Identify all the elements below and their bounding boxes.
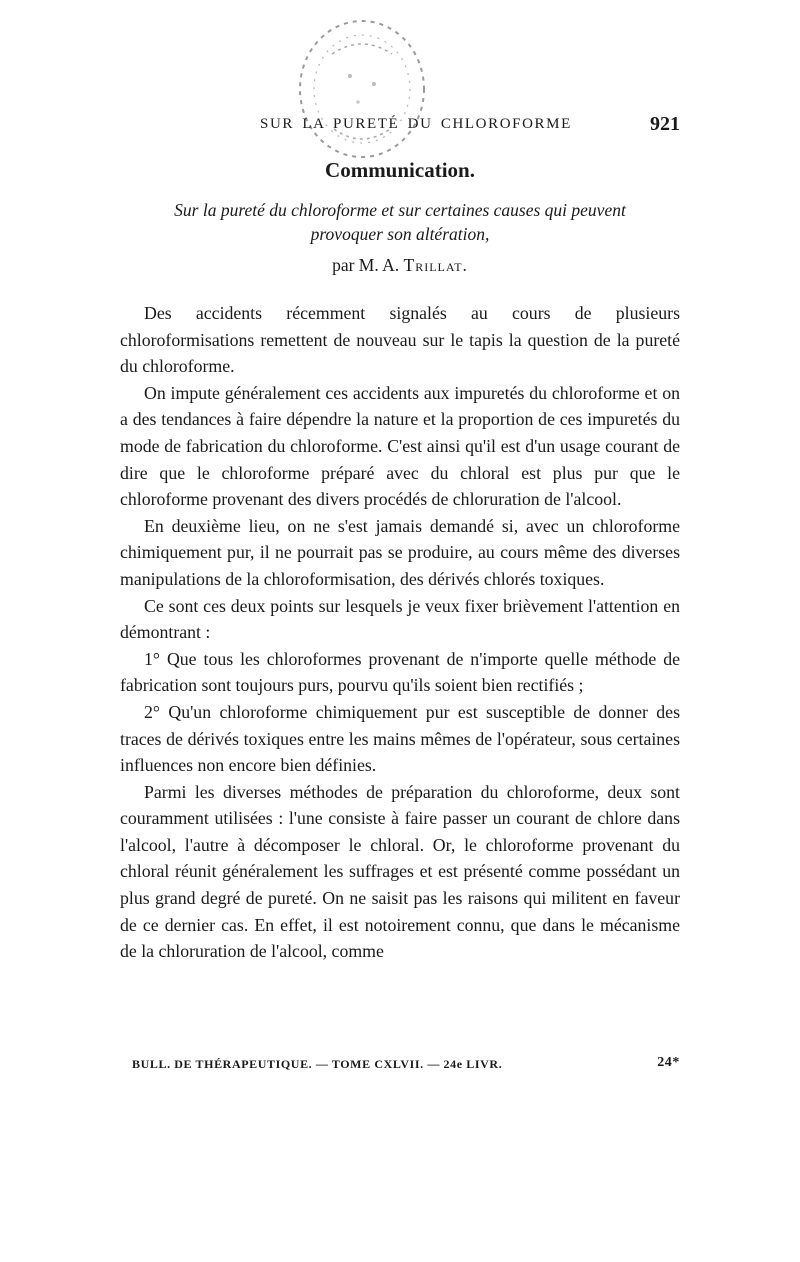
paragraph: On impute généralement ces accidents aux impuretés du chloroforme et on a des tendances à faire dépendre la nature et la proportion de ces impuretés du mode de fabrication du chloroforme. C'est ainsi qu'il est d'un usage courant de dire que le chloroforme préparé avec du chloral est plus pur que le chloroforme provenant des divers procédés de chloruration de l'alcool. <box>120 382 680 510</box>
signature-mark: 24* <box>657 1055 680 1070</box>
article-subtitle <box>110 198 690 246</box>
paragraph: Des accidents récemment signalés au cours de plusieurs chloroformisations remettent de nouveau sur le tapis la question de la pureté du chloroforme. <box>120 303 680 377</box>
subtitle-line-2: provoquer son altération, <box>310 224 490 244</box>
running-title: SUR LA PURETÉ DU CHLOROFORME <box>260 116 572 132</box>
paragraph: Parmi les diverses méthodes de préparation du chloroforme, deux sont couramment utilisées : l'une consiste à faire passer un courant de chlore dans l'alcool, l'autre à décomposer le chloral. Or, le chloroforme provenant du chloral réunit généralement les suffrages et est présenté comme possédant un plus grand degré de pureté. On ne saisit pas les raisons qui militent en faveur de ce dernier cas. En effet, il est notoirement connu, que dans le mécanisme de la chloruration de l'alcool, comme <box>120 781 680 962</box>
article-heading: Communication. <box>325 158 475 182</box>
journal-reference: BULL. DE THÉRAPEUTIQUE. — TOME CXLVII. — 24e LIVR. <box>132 1057 503 1071</box>
paragraph: 1° Que tous les chloroformes provenant de n'importe quelle méthode de fabrication sont toujours purs, pourvu qu'ils soient bien rectifiés ; <box>120 648 680 696</box>
author-line <box>0 255 800 276</box>
article-body <box>120 300 680 965</box>
paragraph: 2° Qu'un chloroforme chimiquement pur est susceptible de donner des traces de dérivés toxiques entre les mains mêmes de l'opérateur, sous certaines influences non encore bien définies. <box>120 701 680 776</box>
library-stamp <box>292 14 432 164</box>
stamp-seal-icon <box>292 14 432 164</box>
subtitle-line-1: Sur la pureté du chloroforme et sur certaines causes qui peuvent <box>174 200 626 220</box>
author-name: Trillat. <box>403 255 468 275</box>
page-footer <box>132 1055 680 1075</box>
paragraph: Ce sont ces deux points sur lesquels je veux fixer brièvement l'attention en démontrant : <box>120 595 680 643</box>
paragraph: En deuxième lieu, on ne s'est jamais demandé si, avec un chloroforme chimiquement pur, il ne pourrait pas se produire, au cours même des diverses manipulations de la chloroformisation, des dérivés chlorés toxiques. <box>120 515 680 589</box>
running-header <box>120 113 680 140</box>
author-prefix: par M. A. <box>332 255 400 275</box>
page-number: 921 <box>650 113 680 135</box>
